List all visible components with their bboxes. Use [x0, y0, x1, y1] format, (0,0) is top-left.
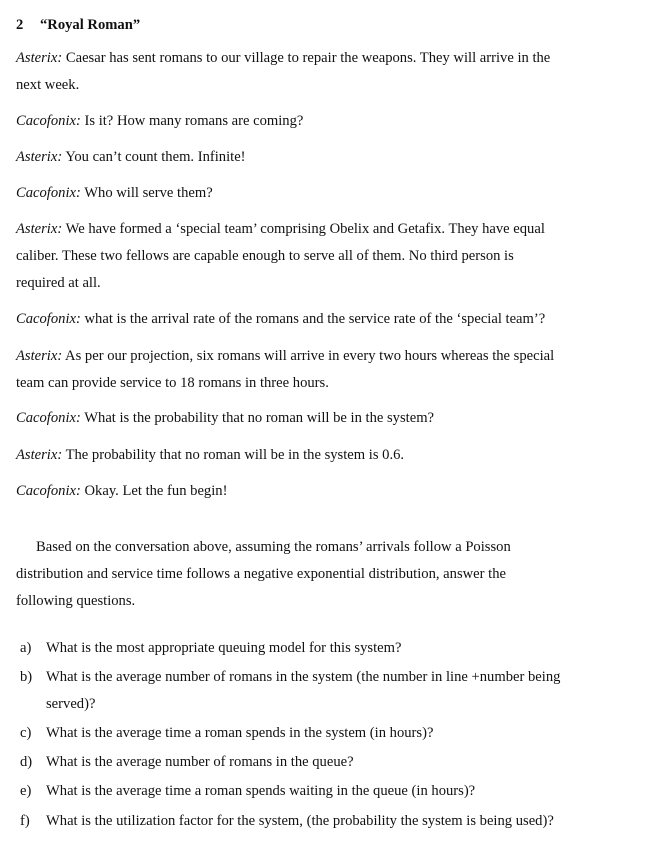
dialogue-line [16, 310, 545, 328]
speaker-name: Asterix: [16, 447, 63, 463]
dialogue-line-continued [16, 76, 79, 94]
speaker-name: Cacofonix: [16, 410, 81, 426]
dialogue-text: As per our projection, six romans will arrive in every two hours whereas the special [65, 348, 555, 364]
question-text: What is the average time a roman spends waiting in the queue (in hours)? [46, 783, 476, 799]
intro-paragraph-line: following questions. [16, 593, 136, 609]
question-text: What is the average number of romans in the queue? [46, 754, 354, 770]
dialogue-text: caliber. These two fellows are capable enough to serve all of them. No third person is [16, 248, 514, 264]
dialogue-text: You can’t count them. Infinite! [65, 149, 246, 165]
dialogue-line [16, 446, 404, 464]
dialogue-text: Caesar has sent romans to our village to repair the weapons. They will arrive in the [65, 50, 551, 66]
question-label: c) [20, 725, 32, 741]
dialogue-line [16, 347, 554, 365]
speaker-name: Asterix: [16, 149, 63, 165]
dialogue-line-continued [16, 374, 329, 392]
dialogue-line-continued [16, 274, 101, 292]
question-text: What is the most appropriate queuing model for this system? [46, 640, 402, 656]
question-item [20, 782, 475, 800]
question-item [20, 724, 433, 742]
dialogue-line [16, 148, 246, 166]
dialogue-text: We have formed a ‘special team’ comprising Obelix and Getafix. They have equal [65, 221, 545, 237]
dialogue-line [16, 482, 227, 500]
section-number: 2 [16, 17, 24, 33]
speaker-name: Asterix: [16, 348, 63, 364]
dialogue-text: Okay. Let the fun begin! [84, 483, 228, 499]
question-label: e) [20, 783, 32, 799]
dialogue-text: The probability that no roman will be in the system is 0.6. [65, 447, 405, 463]
dialogue-text: next week. [16, 77, 80, 93]
dialogue-text: required at all. [16, 275, 101, 291]
section-heading [16, 17, 140, 34]
question-label: f) [20, 813, 30, 829]
dialogue-text: Who will serve them? [84, 185, 213, 201]
question-label: d) [20, 754, 33, 770]
question-item [20, 753, 354, 771]
speaker-name: Cacofonix: [16, 113, 81, 129]
question-text: What is the average time a roman spends in the system (in hours)? [46, 725, 434, 741]
dialogue-text: what is the arrival rate of the romans and the service rate of the ‘special team’? [84, 311, 546, 327]
question-text: What is the average number of romans in the system (the number in line +number being [46, 669, 561, 685]
question-item [20, 812, 554, 830]
dialogue-line [16, 220, 545, 238]
dialogue-line [16, 112, 303, 130]
dialogue-text: team can provide service to 18 romans in three hours. [16, 375, 329, 391]
speaker-name: Asterix: [16, 50, 63, 66]
intro-paragraph-line: distribution and service time follows a negative exponential distribution, answer the [16, 566, 506, 582]
dialogue-line [16, 184, 213, 202]
question-label: b) [20, 669, 33, 685]
intro-paragraph-line: Based on the conversation above, assuming the romans’ arrivals follow a Poisson [36, 539, 511, 555]
dialogue-line [16, 409, 434, 427]
question-text: What is the utilization factor for the system, (the probability the system is being used)? [46, 813, 554, 829]
section-title: “Royal Roman” [40, 17, 141, 33]
dialogue-line [16, 49, 550, 67]
speaker-name: Asterix: [16, 221, 63, 237]
question-label: a) [20, 640, 32, 656]
question-text-continued: served)? [46, 696, 96, 712]
question-item [20, 639, 401, 657]
question-item [20, 668, 560, 686]
speaker-name: Cacofonix: [16, 483, 81, 499]
speaker-name: Cacofonix: [16, 185, 81, 201]
speaker-name: Cacofonix: [16, 311, 81, 327]
dialogue-text: What is the probability that no roman will be in the system? [84, 410, 435, 426]
dialogue-line-continued [16, 247, 514, 265]
dialogue-text: Is it? How many romans are coming? [84, 113, 304, 129]
